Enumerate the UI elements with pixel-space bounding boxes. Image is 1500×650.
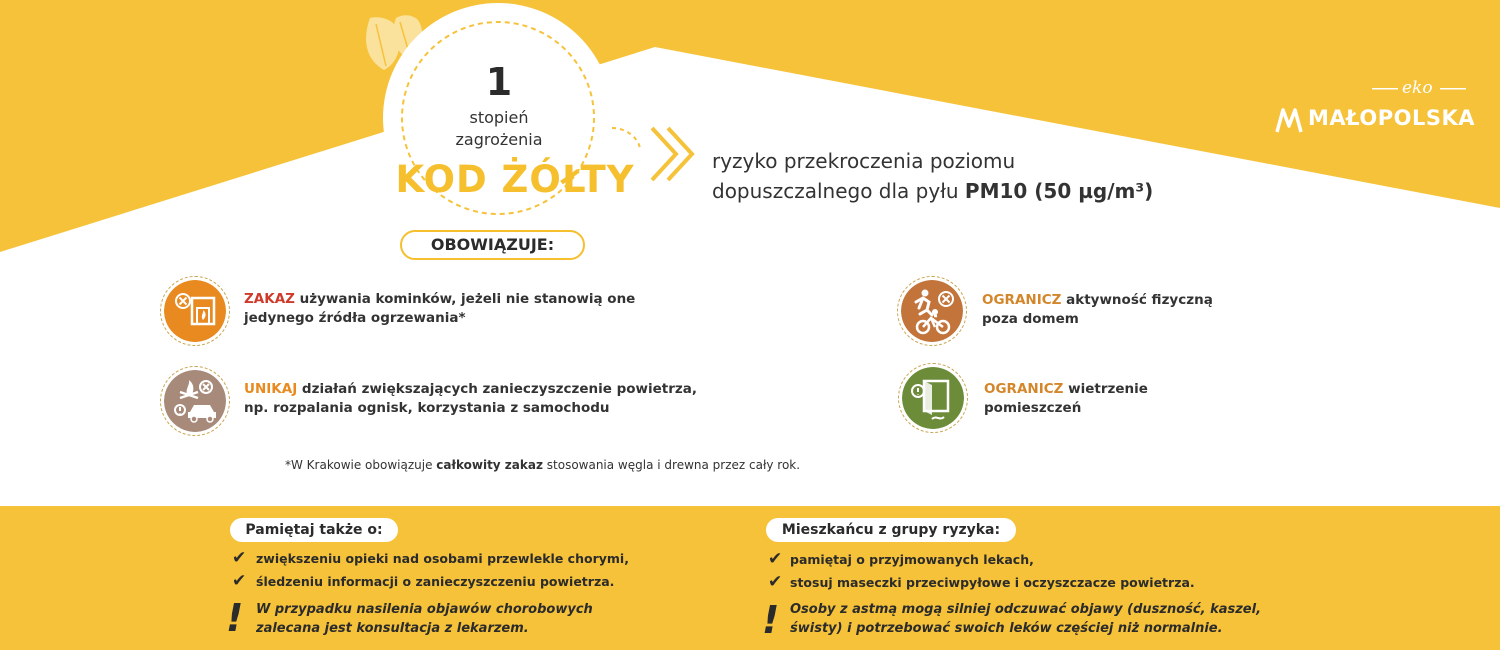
- running-cycling-icon: [901, 280, 963, 342]
- campfire-car-icon: [164, 370, 226, 432]
- footnote-suffix: stosowania węgla i drewna przez cały rok.: [542, 458, 801, 472]
- right-box-item: pamiętaj o przyjmowanych lekach,: [790, 552, 1034, 567]
- rule-unikaj: [244, 380, 697, 418]
- alert-level-label-line1: stopień: [469, 108, 529, 127]
- window-airing-icon: [902, 367, 964, 429]
- rule-text-line2: jedynego źródła ogrzewania*: [244, 310, 466, 326]
- risk-line1: ryzyko przekroczenia poziomu: [712, 149, 1016, 173]
- double-chevron-right-icon: [610, 120, 710, 190]
- left-box-note: [256, 600, 593, 638]
- left-box-item: śledzeniu informacji o zanieczyszczeniu powietrza.: [256, 574, 615, 589]
- eko-malopolska-logo: [1272, 78, 1487, 138]
- check-icon: ✔: [768, 549, 783, 569]
- footnote-prefix: *W Krakowie obowiązuje: [285, 458, 437, 472]
- check-icon: ✔: [232, 571, 247, 591]
- alert-level-badge: [385, 40, 635, 230]
- logo-name-text: MAŁOPOLSKA: [1308, 106, 1476, 130]
- right-box-title: Mieszkańcu z grupy ryzyka:: [766, 518, 1016, 542]
- alert-level-number: 1: [485, 60, 513, 104]
- rule-text-line1: aktywność fizyczną: [1061, 292, 1213, 308]
- rule-keyword: OGRANICZ: [984, 381, 1064, 397]
- rule-keyword: ZAKAZ: [244, 291, 295, 307]
- exclamation-icon: !: [762, 598, 780, 642]
- rule-text-line1: wietrzenie: [1063, 381, 1148, 397]
- alert-code-title: KOD ŻÓŁTY: [395, 158, 635, 201]
- rule-keyword: UNIKAJ: [244, 381, 298, 397]
- fireplace-ban-icon: [164, 280, 226, 342]
- rule-ogranicz-aktywnosc: [982, 291, 1213, 329]
- left-box-note-line2: zalecana jest konsultacja z lekarzem.: [256, 621, 529, 636]
- mountain-logo-icon: [1274, 104, 1304, 134]
- footnote-bold: całkowity zakaz: [436, 458, 543, 472]
- left-box-note-line1: W przypadku nasilenia objawów chorobowych: [256, 602, 593, 617]
- logo-dash: [1372, 88, 1400, 90]
- right-box-item: stosuj maseczki przeciwpyłowe i oczyszczacze powietrza.: [790, 575, 1195, 590]
- exclamation-icon: !: [226, 596, 244, 640]
- right-box-note: [790, 600, 1261, 638]
- footnote: [285, 458, 800, 472]
- rule-text-line2: np. rozpalania ognisk, korzystania z samochodu: [244, 400, 610, 416]
- rule-text-line1: używania kominków, jeżeli nie stanowią one: [294, 291, 636, 307]
- obowiazuje-label: OBOWIĄZUJE:: [400, 230, 585, 260]
- rule-text-line1: działań zwiększających zanieczyszczenie powietrza,: [297, 381, 697, 397]
- rule-text-line2: pomieszczeń: [984, 400, 1082, 416]
- advice-section: [0, 506, 1500, 650]
- risk-description: [712, 146, 1232, 206]
- left-box-title: Pamiętaj także o:: [230, 518, 398, 542]
- risk-line2-text: dopuszczalnego dla pyłu: [712, 179, 965, 203]
- left-box-item: zwiększeniu opieki nad osobami przewlekle chorymi,: [256, 551, 629, 566]
- logo-dash-right: [1440, 88, 1468, 90]
- check-icon: ✔: [232, 548, 247, 568]
- rule-text-line2: poza domem: [982, 311, 1079, 327]
- risk-line2: [712, 176, 1232, 206]
- right-box-note-line2: świsty) i potrzebować swoich leków częściej niż normalnie.: [790, 621, 1223, 636]
- right-box-note-line1: Osoby z astmą mogą silniej odczuwać objawy (duszność, kaszel,: [790, 602, 1262, 617]
- alert-level-label-line2: zagrożenia: [455, 130, 543, 149]
- rule-keyword: OGRANICZ: [982, 292, 1062, 308]
- rule-ogranicz-wietrzenie: [984, 380, 1148, 418]
- logo-eko-text: eko: [1402, 78, 1433, 98]
- check-icon: ✔: [768, 572, 783, 592]
- rule-zakaz: [244, 290, 635, 328]
- pm10-threshold: PM10 (50 µg/m³): [964, 179, 1154, 203]
